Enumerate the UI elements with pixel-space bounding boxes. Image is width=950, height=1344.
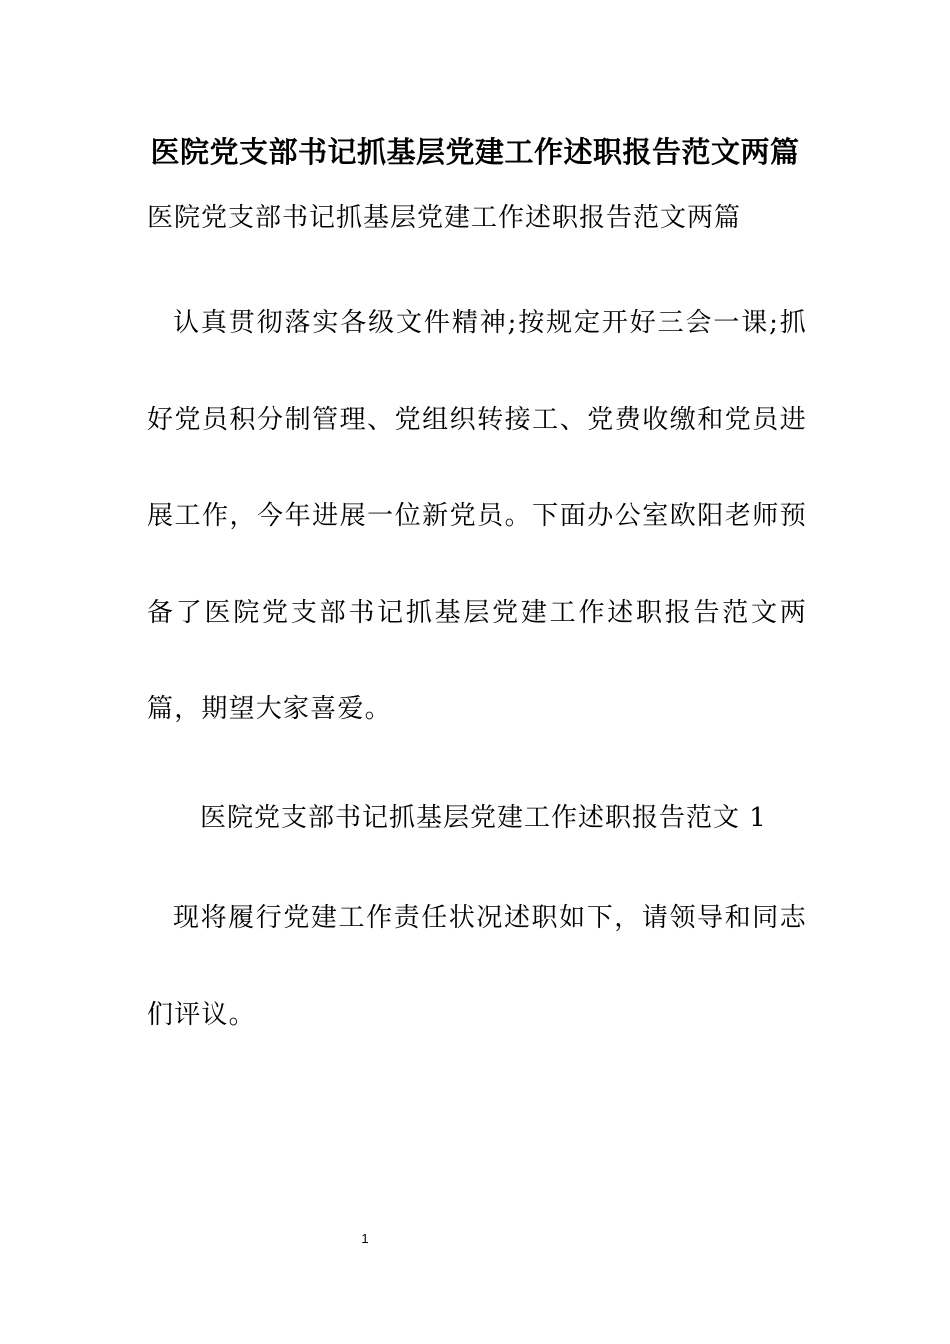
- intro-paragraph: 认真贯彻落实各级文件精神;按规定开好三会一课;抓好党员积分制管理、党组织转接工、党费收缴和党员进展工作，今年进展一位新党员。下面办公室欧阳老师预备了医院党支部书记抓基层党建工作述职报告范文两篇，期望大家喜爱。: [147, 308, 807, 724]
- section-heading: 医院党支部书记抓基层党建工作述职报告范文 1: [200, 803, 767, 833]
- document-title: 医院党支部书记抓基层党建工作述职报告范文两篇: [150, 135, 800, 169]
- page-number: 1: [361, 1231, 369, 1246]
- body-paragraph: 现将履行党建工作责任状况述职如下，请领导和同志们评议。: [147, 903, 807, 1030]
- document-subtitle: 医院党支部书记抓基层党建工作述职报告范文两篇: [147, 203, 742, 233]
